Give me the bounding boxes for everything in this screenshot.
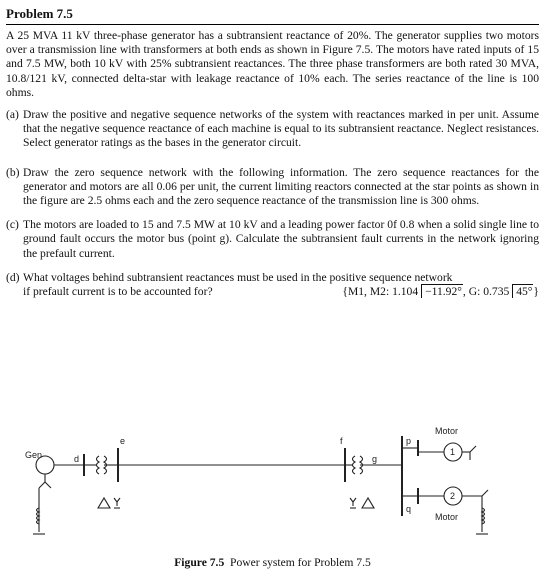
question-label: (d) [6, 270, 20, 284]
label-motor-top: Motor [435, 426, 459, 436]
answer-hint [342, 285, 539, 299]
question-text: Draw the zero sequence network with the following information. The zero sequence reactances for the generator and motors are all 0.06 per unit, the current limiting reactors connected at the star points as shown in the figure are 2.5 ohms each and the zero sequence reactance of the transmission line is 300 ohms. [23, 165, 539, 208]
transformer-winding [97, 456, 100, 474]
power-system-diagram [0, 422, 545, 552]
label-motor-1: 1 [450, 447, 456, 457]
wire [353, 498, 356, 502]
answer-mid: , G: 0.735 [462, 285, 513, 299]
question-label: (c) [6, 218, 19, 232]
answer-g-angle: 45° [512, 284, 533, 298]
problem-statement: A 25 MVA 11 kV three-phase generator has a subtransient reactance of 20%. The generator supplies two motors over a transmission line with transformers at both ends as shown in Figure 7.5. The motors have rated inputs of 15 and 7.5 MW, both 10 kV with 25% subtransient reactances. The three phase transformers are both rated 30 MVA, 10.8/121 kV, connected delta-star with leakage reactance of 10% each. The series reactance of the line is 100 ohms. [6, 29, 539, 99]
question-label: (b) [6, 165, 20, 179]
delta-symbol [362, 498, 374, 508]
wire [470, 446, 476, 452]
question-text: The motors are loaded to 15 and 7.5 MW at 10 kV and a leading power factor 0f 0.8 when a solid single line to ground fault occurs the motor bus (point g). Calculate the subtransient fault currents in the network ignoring the prefault current. [23, 218, 539, 260]
transformer-winding [353, 456, 356, 474]
label-g: g [372, 454, 378, 464]
answer-prefix: {M1, M2: 1.104 [342, 285, 422, 299]
wire [482, 490, 488, 496]
question-label: (a) [6, 108, 19, 122]
label-gen: Gen [25, 450, 43, 460]
label-motor-2: 2 [450, 491, 456, 501]
answer-suffix: } [533, 285, 539, 299]
problem-title: Problem 7.5 [6, 6, 73, 21]
wire [45, 482, 51, 488]
wire [117, 498, 120, 502]
title-rule [6, 24, 539, 25]
label-p: p [406, 436, 412, 446]
question-a [6, 108, 539, 151]
figure-caption-text: Power system for Problem 7.5 [230, 556, 371, 569]
delta-symbol [98, 498, 110, 508]
question-text-line: What voltages behind subtransient reactances must be used in the positive sequence network [23, 270, 453, 284]
figure-caption [0, 556, 545, 569]
wire [350, 498, 353, 502]
wire [39, 482, 45, 488]
label-f: f [340, 436, 343, 446]
label-e: e [120, 436, 126, 446]
figure-caption-label: Figure 7.5 [174, 556, 225, 569]
question-text [23, 271, 539, 299]
question-d [6, 271, 539, 299]
question-answer-line [23, 285, 539, 299]
wire [114, 498, 117, 502]
question-text-line: if prefault current is to be accounted for? [23, 285, 213, 299]
question-c [6, 218, 539, 261]
label-d: d [74, 454, 80, 464]
question-b [6, 166, 539, 209]
answer-m-angle: −11.92° [421, 284, 463, 298]
label-motor-bottom: Motor [435, 512, 459, 522]
label-q: q [406, 504, 412, 514]
question-text: Draw the positive and negative sequence networks of the system with reactances marked in per unit. Assume that the negative sequence reactance of each machine is equal to its subtransient reactance. Neglect resistances. Select generator ratings as the bases in the generator circuit. [23, 108, 539, 150]
